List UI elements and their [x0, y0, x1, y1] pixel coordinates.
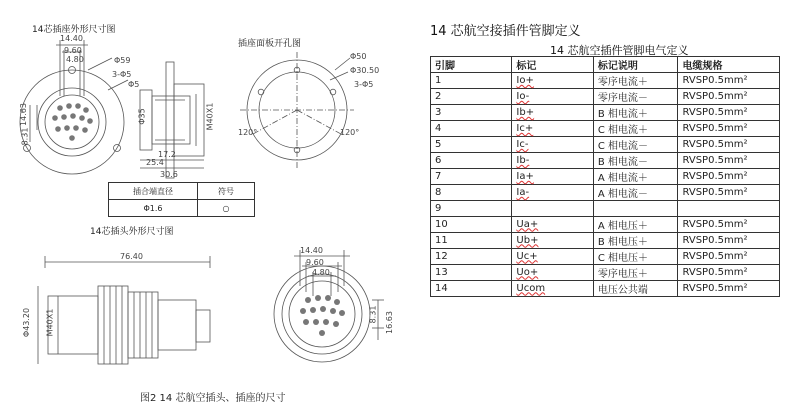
header-pin: 引脚: [431, 57, 512, 73]
contact-diameter-table: [108, 182, 255, 217]
panel-cutout-title: 插座面板开孔图: [238, 39, 302, 49]
pin-number: 7: [431, 169, 512, 185]
pin-description: 电压公共端: [593, 280, 678, 296]
cable-spec: RVSP0.5mm²: [678, 280, 780, 296]
table-row: [431, 73, 780, 89]
cable-spec: RVSP0.5mm²: [678, 185, 780, 201]
dim-label: Φ30.50: [350, 66, 380, 75]
cable-spec: RVSP0.5mm²: [678, 89, 780, 105]
panel-cutout-view: [240, 52, 354, 168]
dim-label: Φ43.20: [22, 307, 32, 338]
pin-description: [593, 201, 678, 217]
pin-mark: Uo+: [512, 264, 593, 280]
socket-pins: [52, 103, 93, 141]
pin-mark: [512, 201, 593, 217]
plug-outline-title: 14芯插头外形尺寸图: [90, 227, 174, 237]
table-row: [431, 153, 780, 169]
pin-mark: Ic+: [512, 121, 593, 137]
dim-label: M40X1: [45, 308, 55, 337]
dim-label: 9.60: [306, 258, 324, 267]
socket-outline-title: 14芯插座外形尺寸图: [32, 25, 116, 35]
pin-number: 12: [431, 248, 512, 264]
dim-label: 9.60: [64, 46, 82, 55]
pin-number: 13: [431, 264, 512, 280]
header-cable-spec: 电缆规格: [678, 57, 780, 73]
pin-description: C 相电流＋: [593, 121, 678, 137]
pin-definition-panel: [420, 0, 800, 407]
dim-label: M40X1: [205, 102, 215, 131]
header-description: 标记说明: [593, 57, 678, 73]
table-title: 14 芯航空插件管脚电气定义: [550, 44, 689, 57]
cable-spec: RVSP0.5mm²: [678, 216, 780, 232]
dim-label: 4.80: [312, 268, 330, 277]
cable-spec: RVSP0.5mm²: [678, 73, 780, 89]
pin-description: B 相电流－: [593, 153, 678, 169]
dim-label: 14.40: [60, 34, 83, 43]
pin-mark: Uc+: [512, 248, 593, 264]
contact-table-value: Φ1.6: [109, 200, 198, 217]
pin-description: A 相电压＋: [593, 216, 678, 232]
table-row: [431, 169, 780, 185]
figure-caption: 图2 14 芯航空插头、插座的尺寸: [140, 393, 286, 404]
pin-number: 10: [431, 216, 512, 232]
pin-number: 11: [431, 232, 512, 248]
dim-label: 14.40: [300, 246, 323, 255]
pin-table-body: [431, 73, 780, 297]
dim-label: 30.6: [160, 170, 178, 179]
dim-label: Φ50: [350, 52, 367, 61]
table-row: [431, 201, 780, 217]
pin-description: 零序电压＋: [593, 264, 678, 280]
pin-number: 14: [431, 280, 512, 296]
dim-label: 120°: [238, 128, 258, 137]
pin-description: C 相电流－: [593, 137, 678, 153]
header-mark: 标记: [512, 57, 593, 73]
dim-label: 120°: [340, 128, 360, 137]
pin-description: A 相电流－: [593, 185, 678, 201]
pin-number: 1: [431, 73, 512, 89]
dim-label: 4.80: [66, 55, 84, 64]
dim-label: 16.63: [384, 311, 394, 334]
dim-label: Φ35: [137, 108, 147, 125]
pin-description: B 相电流＋: [593, 105, 678, 121]
table-row: [431, 89, 780, 105]
pin-description: 零序电流＋: [593, 73, 678, 89]
contact-table-symbol: ○: [198, 200, 255, 217]
pin-table: [430, 56, 780, 297]
pin-number: 6: [431, 153, 512, 169]
cable-spec: RVSP0.5mm²: [678, 105, 780, 121]
dim-label: 76.40: [120, 252, 143, 261]
contact-table-header: 插合端直径: [109, 183, 198, 200]
table-row: [431, 137, 780, 153]
pin-number: 2: [431, 89, 512, 105]
cable-spec: RVSP0.5mm²: [678, 121, 780, 137]
dim-label: 3-Φ5: [112, 70, 132, 79]
cable-spec: [678, 201, 780, 217]
pin-number: 4: [431, 121, 512, 137]
table-row: [431, 232, 780, 248]
cable-spec: RVSP0.5mm²: [678, 169, 780, 185]
dim-label: 17.2: [158, 150, 176, 159]
table-row: [431, 121, 780, 137]
pin-mark: Ia+: [512, 169, 593, 185]
pin-mark: Io+: [512, 73, 593, 89]
main-title: 14 芯航空接插件管脚定义: [430, 24, 581, 39]
table-header-row: [431, 57, 780, 73]
dim-label: 14.63: [18, 103, 28, 126]
plug-side-view: [38, 256, 210, 364]
table-row: [431, 185, 780, 201]
pin-mark: Ua+: [512, 216, 593, 232]
pin-description: 零序电流－: [593, 89, 678, 105]
pin-mark: Ic-: [512, 137, 593, 153]
table-row: [431, 280, 780, 296]
cable-spec: RVSP0.5mm²: [678, 248, 780, 264]
pin-mark: Io-: [512, 89, 593, 105]
table-row: [431, 264, 780, 280]
dim-label: 8.31: [20, 127, 30, 146]
cable-spec: RVSP0.5mm²: [678, 153, 780, 169]
dim-label: 8.31: [368, 305, 378, 324]
pin-mark: Ucom: [512, 280, 593, 296]
pin-mark: Ib+: [512, 105, 593, 121]
cable-spec: RVSP0.5mm²: [678, 232, 780, 248]
cable-spec: RVSP0.5mm²: [678, 264, 780, 280]
pin-number: 8: [431, 185, 512, 201]
table-row: [431, 105, 780, 121]
pin-mark: Ub+: [512, 232, 593, 248]
pin-description: A 相电流＋: [593, 169, 678, 185]
pin-mark: Ib-: [512, 153, 593, 169]
pin-description: B 相电压＋: [593, 232, 678, 248]
pin-number: 9: [431, 201, 512, 217]
dim-label: Φ5: [128, 80, 140, 89]
pin-number: 3: [431, 105, 512, 121]
table-row: [431, 248, 780, 264]
table-row: [431, 216, 780, 232]
plug-pins: [300, 295, 345, 336]
dim-label: Φ59: [114, 56, 131, 65]
pin-description: C 相电压＋: [593, 248, 678, 264]
pin-mark: Ia-: [512, 185, 593, 201]
dim-label: 3-Φ5: [354, 80, 374, 89]
pin-number: 5: [431, 137, 512, 153]
cable-spec: RVSP0.5mm²: [678, 137, 780, 153]
dim-label: 25.4: [146, 158, 164, 167]
contact-table-header: 符号: [198, 183, 255, 200]
